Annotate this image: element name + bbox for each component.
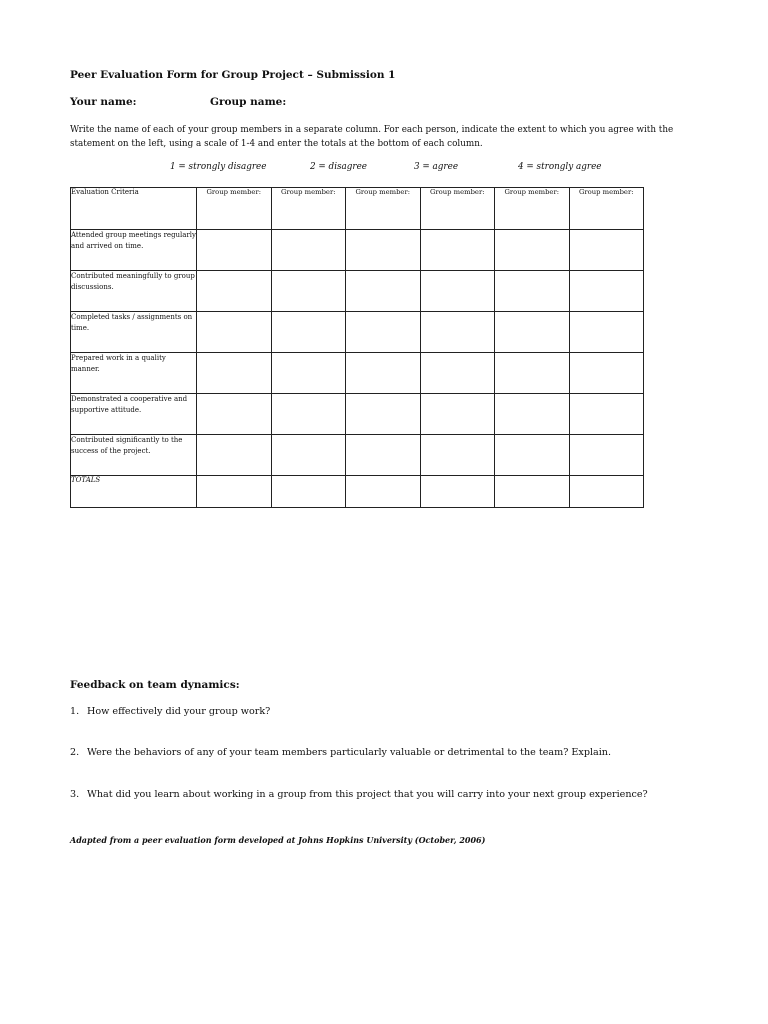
score-cell[interactable] [420, 435, 495, 476]
score-cell[interactable] [197, 353, 272, 394]
member-header-2[interactable]: Group member: [271, 188, 346, 230]
group-name-label: Group name: [210, 96, 287, 108]
score-cell[interactable] [271, 353, 346, 394]
score-cell[interactable] [271, 394, 346, 435]
question-text: Were the behaviors of any of your team members particularly valuable or detrimental to the team? Explain. [87, 747, 612, 758]
criterion-label: Attended group meetings regularly and arrived on time. [71, 230, 197, 271]
question-number: 1. [70, 706, 80, 717]
totals-row [71, 476, 644, 508]
table-row [71, 353, 644, 394]
table-row [71, 271, 644, 312]
your-name-label: Your name: [70, 96, 137, 108]
criterion-label: Contributed significantly to the success of the project. [71, 435, 197, 476]
score-cell[interactable] [569, 230, 644, 271]
score-cell[interactable] [346, 271, 421, 312]
evaluation-table [70, 187, 644, 508]
total-cell[interactable] [271, 476, 346, 508]
total-cell[interactable] [420, 476, 495, 508]
criterion-label: Prepared work in a quality manner. [71, 353, 197, 394]
score-cell[interactable] [420, 353, 495, 394]
table-row [71, 312, 644, 353]
feedback-title: Feedback on team dynamics: [70, 679, 240, 691]
totals-label: TOTALS [71, 476, 197, 508]
score-cell[interactable] [197, 271, 272, 312]
score-cell[interactable] [569, 271, 644, 312]
score-cell[interactable] [271, 435, 346, 476]
score-cell[interactable] [495, 271, 570, 312]
score-cell[interactable] [495, 230, 570, 271]
member-header-6[interactable]: Group member: [569, 188, 644, 230]
score-cell[interactable] [420, 230, 495, 271]
score-cell[interactable] [271, 312, 346, 353]
criterion-label: Demonstrated a cooperative and supportive attitude. [71, 394, 197, 435]
question-2 [70, 747, 611, 758]
scale-1: 1 = strongly disagree [170, 162, 267, 172]
score-cell[interactable] [271, 230, 346, 271]
table-header-row [71, 188, 644, 230]
score-cell[interactable] [197, 435, 272, 476]
member-header-3[interactable]: Group member: [346, 188, 421, 230]
score-cell[interactable] [346, 435, 421, 476]
score-cell[interactable] [420, 312, 495, 353]
instructions-text: Write the name of each of your group members in a separate column. For each person, indicate the extent to which you agree with the statement on the left, using a scale of 1-4 and enter the totals at the bottom of each column. [70, 125, 674, 149]
question-text: What did you learn about working in a group from this project that you will carry into your next group experience? [87, 789, 648, 800]
score-cell[interactable] [197, 230, 272, 271]
total-cell[interactable] [495, 476, 570, 508]
question-3 [70, 789, 648, 800]
score-cell[interactable] [569, 353, 644, 394]
score-cell[interactable] [346, 312, 421, 353]
member-header-4[interactable]: Group member: [420, 188, 495, 230]
question-number: 2. [70, 747, 80, 758]
question-number: 3. [70, 789, 80, 800]
score-cell[interactable] [346, 230, 421, 271]
question-text: How effectively did your group work? [87, 706, 271, 717]
score-cell[interactable] [569, 435, 644, 476]
member-header-1[interactable]: Group member: [197, 188, 272, 230]
scale-2: 2 = disagree [310, 162, 368, 172]
score-cell[interactable] [495, 312, 570, 353]
score-cell[interactable] [197, 312, 272, 353]
criterion-label: Completed tasks / assignments on time. [71, 312, 197, 353]
score-cell[interactable] [495, 394, 570, 435]
table-row [71, 230, 644, 271]
member-header-5[interactable]: Group member: [495, 188, 570, 230]
total-cell[interactable] [346, 476, 421, 508]
total-cell[interactable] [569, 476, 644, 508]
score-cell[interactable] [420, 271, 495, 312]
score-cell[interactable] [197, 394, 272, 435]
score-cell[interactable] [495, 435, 570, 476]
footer-credit: Adapted from a peer evaluation form developed at Johns Hopkins University (October, 2006) [70, 835, 486, 845]
question-1 [70, 706, 270, 717]
score-cell[interactable] [495, 353, 570, 394]
scale-4: 4 = strongly agree [518, 162, 602, 172]
score-cell[interactable] [346, 394, 421, 435]
score-cell[interactable] [569, 394, 644, 435]
score-cell[interactable] [271, 271, 346, 312]
table-row [71, 394, 644, 435]
page-title: Peer Evaluation Form for Group Project – Submission 1 [70, 69, 396, 81]
score-cell[interactable] [569, 312, 644, 353]
scale-3: 3 = agree [414, 162, 459, 172]
score-cell[interactable] [346, 353, 421, 394]
criterion-label: Contributed meaningfully to group discussions. [71, 271, 197, 312]
table-row [71, 435, 644, 476]
total-cell[interactable] [197, 476, 272, 508]
score-cell[interactable] [420, 394, 495, 435]
criteria-header: Evaluation Criteria [71, 188, 197, 230]
